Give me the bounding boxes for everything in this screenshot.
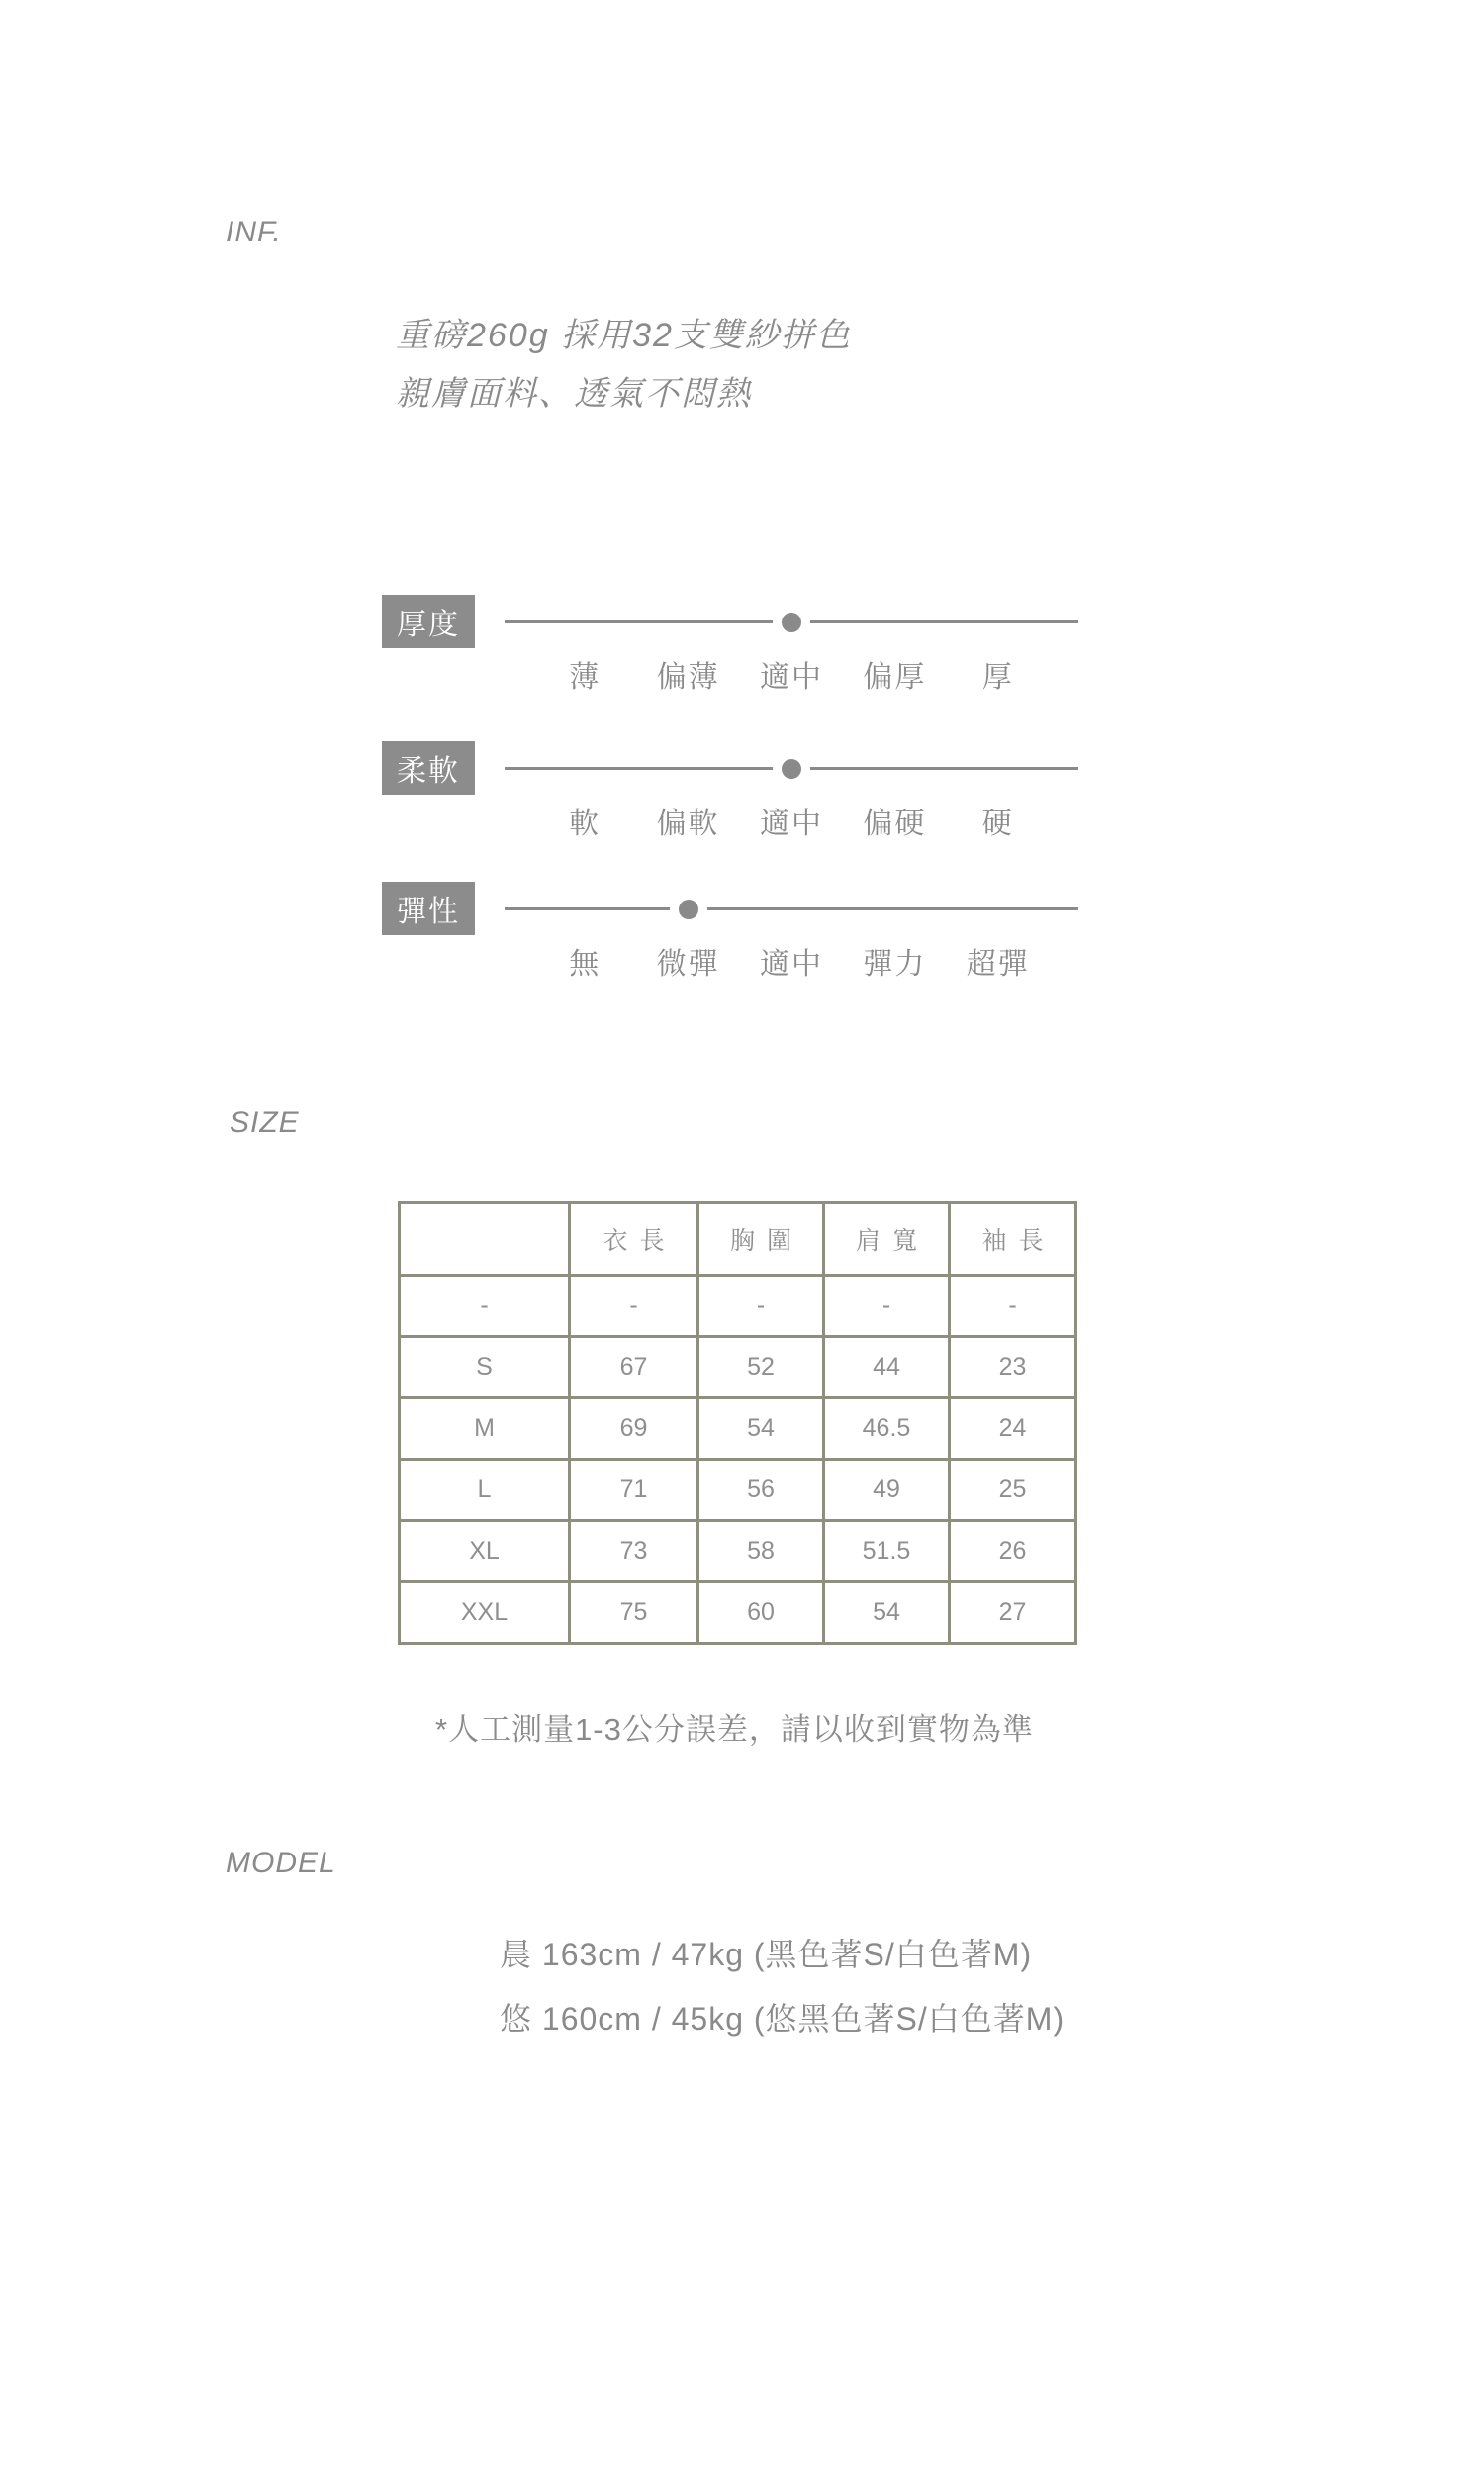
slider-elasticity-dot: [679, 900, 698, 919]
size-value-cell: 51.5: [824, 1521, 950, 1582]
size-table-corner-cell: [400, 1203, 570, 1276]
size-label-cell: M: [400, 1398, 570, 1460]
slider-softness-scale: [505, 799, 1078, 840]
model-info-line-1: 晨 163cm / 47kg (黑色著S/白色著M): [500, 1937, 1033, 1972]
slider-softness-label: 柔軟: [382, 741, 475, 795]
scale-label: 軟: [569, 808, 602, 840]
size-label-cell: L: [400, 1460, 570, 1521]
scale-label: 偏厚: [863, 661, 927, 694]
scale-label: 偏薄: [656, 661, 720, 694]
size-table-row: [400, 1398, 1076, 1460]
size-value-cell: 24: [950, 1398, 1076, 1460]
size-label-cell: S: [400, 1337, 570, 1398]
size-value-cell: 56: [698, 1460, 824, 1521]
size-value-cell: 23: [950, 1337, 1076, 1398]
size-value-cell: 75: [570, 1582, 698, 1644]
scale-label: 薄: [569, 661, 602, 694]
slider-softness-dot: [782, 759, 801, 779]
scale-label: 適中: [760, 661, 823, 694]
size-value-cell: 71: [570, 1460, 698, 1521]
size-table: [398, 1201, 1077, 1645]
model-section-heading: MODEL: [226, 1847, 336, 1879]
size-table-row: [400, 1337, 1076, 1398]
size-table-header-row: [400, 1203, 1076, 1276]
model-info-line-2: 悠 160cm / 45kg (悠黑色著S/白色著M): [500, 2001, 1066, 2037]
size-table-row: [400, 1521, 1076, 1582]
size-value-cell: -: [698, 1276, 824, 1337]
size-label-cell: XL: [400, 1521, 570, 1582]
size-value-cell: 67: [570, 1337, 698, 1398]
size-value-cell: 49: [824, 1460, 950, 1521]
size-value-cell: -: [950, 1276, 1076, 1337]
slider-thickness-dot: [782, 613, 801, 632]
size-value-cell: 73: [570, 1521, 698, 1582]
size-label-cell: XXL: [400, 1582, 570, 1644]
size-value-cell: 44: [824, 1337, 950, 1398]
size-value-cell: 46.5: [824, 1398, 950, 1460]
size-value-cell: 60: [698, 1582, 824, 1644]
scale-label: 偏硬: [863, 808, 927, 840]
size-value-cell: 52: [698, 1337, 824, 1398]
fabric-description-line-1: 重磅260g 採用32支雙紗拼色: [396, 317, 852, 354]
scale-label: 偏軟: [656, 808, 720, 840]
slider-elasticity-track-line: [505, 907, 1078, 910]
size-table-header-cell: 袖長: [950, 1203, 1076, 1276]
fabric-description-line-2: 親膚面料、透氣不悶熱: [396, 375, 752, 413]
size-table-body: [400, 1203, 1076, 1644]
size-value-cell: -: [824, 1276, 950, 1337]
size-table-header-cell: 肩寬: [824, 1203, 950, 1276]
slider-thickness-track: [505, 595, 1078, 709]
inf-section-heading: INF.: [226, 216, 282, 248]
size-label-cell: -: [400, 1276, 570, 1337]
fabric-description: [396, 307, 852, 424]
scale-label: 硬: [981, 808, 1014, 840]
scale-label: 無: [569, 948, 602, 981]
size-value-cell: -: [570, 1276, 698, 1337]
slider-elasticity-label: 彈性: [382, 882, 475, 935]
size-table-row: [400, 1276, 1076, 1337]
slider-row-softness: [0, 741, 1484, 855]
size-table-header-cell: 衣長: [570, 1203, 698, 1276]
size-table-row: [400, 1582, 1076, 1644]
slider-thickness-scale: [505, 652, 1078, 694]
scale-label: 適中: [760, 808, 823, 840]
slider-thickness-label: 厚度: [382, 595, 475, 648]
size-table-row: [400, 1460, 1076, 1521]
size-table-header-cell: 胸圍: [698, 1203, 824, 1276]
size-value-cell: 26: [950, 1521, 1076, 1582]
scale-label: 適中: [760, 948, 823, 981]
size-value-cell: 25: [950, 1460, 1076, 1521]
scale-label: 厚: [981, 661, 1014, 694]
slider-row-thickness: [0, 595, 1484, 709]
size-value-cell: 69: [570, 1398, 698, 1460]
size-value-cell: 58: [698, 1521, 824, 1582]
size-value-cell: 54: [698, 1398, 824, 1460]
scale-label: 彈力: [863, 948, 927, 981]
scale-label: 超彈: [966, 948, 1030, 981]
slider-softness-track: [505, 741, 1078, 855]
size-value-cell: 54: [824, 1582, 950, 1644]
slider-row-elasticity: [0, 882, 1484, 996]
size-value-cell: 27: [950, 1582, 1076, 1644]
measurement-note: *人工測量1-3公分誤差，請以收到實物為準: [435, 1712, 1034, 1747]
slider-elasticity-scale: [505, 939, 1078, 981]
slider-elasticity-track: [505, 882, 1078, 996]
size-section-heading: SIZE: [230, 1106, 300, 1139]
scale-label: 微彈: [656, 948, 720, 981]
